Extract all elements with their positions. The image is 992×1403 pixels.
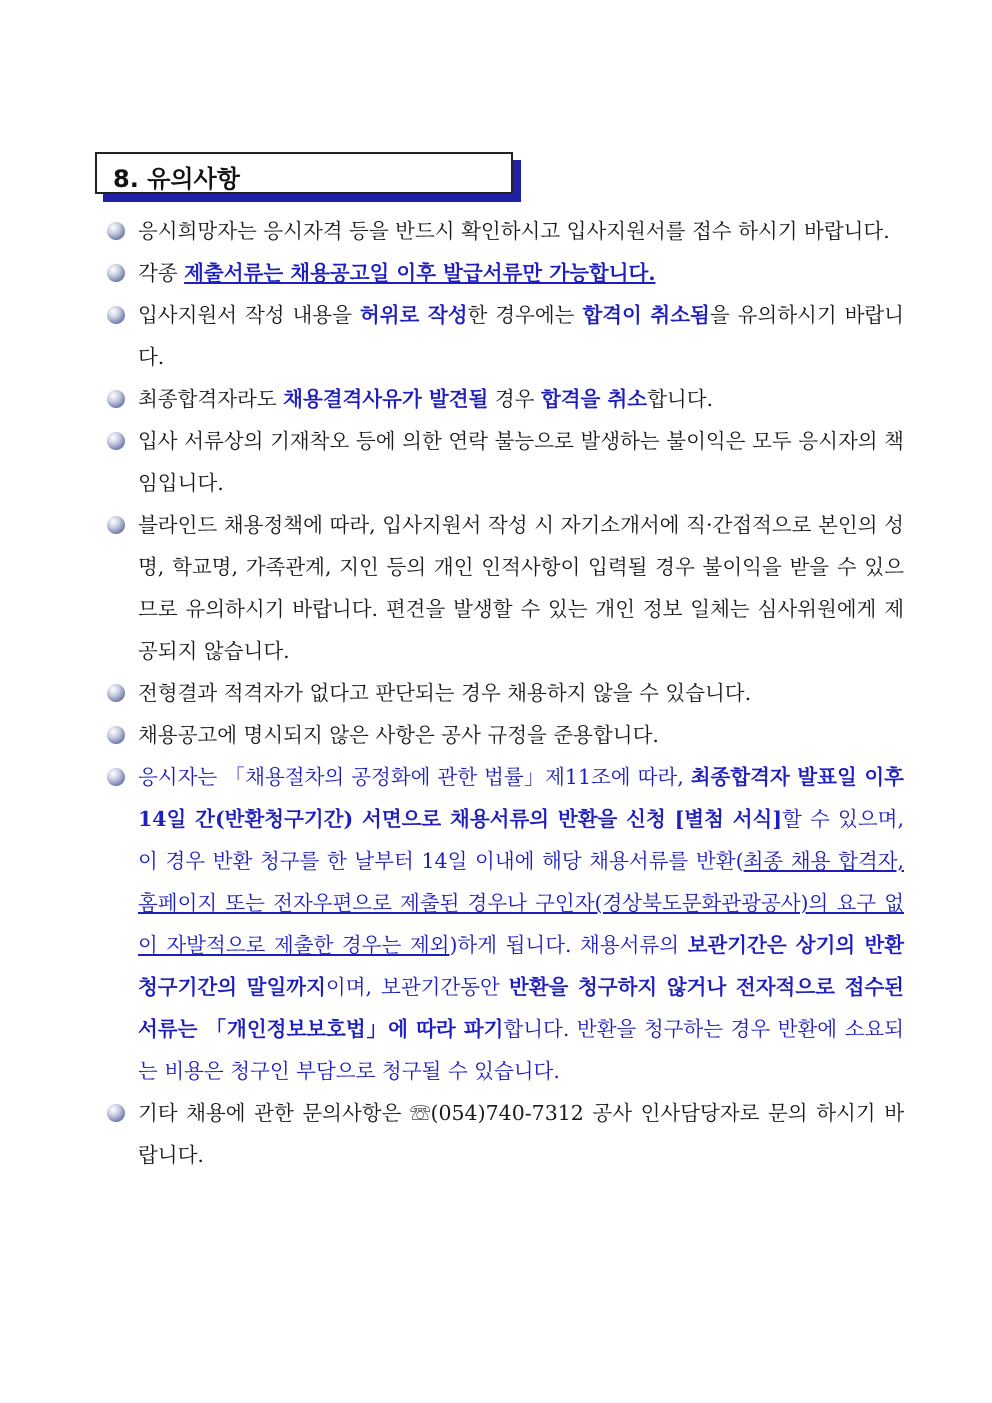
notice-text: 블라인드 채용정책에 따라, 입사지원서 작성 시 자기소개서에 직·간접적으로 본인의 성명, 학교명, 가족관계, 지인 등의 개인 인적사항이 입력될 경우 불이익을 받을 수 있으므로 유의하시기 바랍니다. 편견을 발생할 수 있는 개인 정보 일체는 심사위원에게 제공되지 않습니다. <box>138 513 904 663</box>
section-title-box <box>95 152 513 194</box>
notice-text: )하게 됩니다. 채용서류의 <box>449 933 688 957</box>
notice-text: 응시자는 「채용절차의 공정화에 관한 법률」제11조에 따라, <box>138 765 691 789</box>
notice-item <box>104 420 904 504</box>
bullet-icon <box>107 684 125 702</box>
notice-text: 응시희망자는 응시자격 등을 반드시 확인하시고 입사지원서를 접수 하시기 바랍니다. <box>138 219 890 243</box>
notice-text: 입사 서류상의 기재착오 등에 의한 연락 불능으로 발생하는 불이익은 모두 응시자의 책임입니다. <box>138 429 904 495</box>
notice-item <box>104 756 904 1092</box>
bullet-icon <box>107 306 125 324</box>
notice-text: 한 경우에는 <box>467 303 583 327</box>
notice-item <box>104 378 904 420</box>
notice-item <box>104 672 904 714</box>
bullet-icon <box>107 390 125 408</box>
notice-item <box>104 252 904 294</box>
notice-text: 허위로 작성 <box>359 303 468 327</box>
notice-text: 입사지원서 작성 내용을 <box>138 303 360 327</box>
notice-text: 최종 채용 합격자, 홈페이지 또는 전자우편으로 제출된 경우나 구인자(경상북도문화관광공사)의 요구 없이 자발적으로 제출한 경우는 제외 <box>138 849 904 957</box>
notice-text: 채용공고에 명시되지 않은 사항은 공사 규정을 준용합니다. <box>138 723 659 747</box>
section-title: 8. 유의사항 <box>113 165 240 193</box>
bullet-icon <box>107 222 125 240</box>
notice-text: 채용결격사유가 발견될 <box>283 387 489 411</box>
notice-list <box>104 210 904 1176</box>
notice-text: 각종 <box>138 261 185 285</box>
notice-text: 을 유의하시기 바랍니다. <box>138 303 904 369</box>
notice-text: 합니다. <box>647 387 714 411</box>
bullet-icon <box>107 726 125 744</box>
notice-text: 제출서류는 채용공고일 이후 발급서류만 가능합니다. <box>184 261 656 285</box>
notice-text: 보관기간은 상기의 반환 청구기간의 말일까지 <box>138 933 904 999</box>
notice-text: 경우 <box>488 387 541 411</box>
bullet-icon <box>107 1104 125 1122</box>
notice-text: 할 수 있으며, 이 경우 반환 청구를 한 날부터 14일 이내에 해당 채용서류를 반환( <box>138 807 904 873</box>
notice-item <box>104 1092 904 1176</box>
notice-item <box>104 504 904 672</box>
notice-item <box>104 714 904 756</box>
bullet-icon <box>107 432 125 450</box>
notice-text: 전형결과 적격자가 없다고 판단되는 경우 채용하지 않을 수 있습니다. <box>138 681 752 705</box>
bullet-icon <box>107 768 125 786</box>
notice-text: 최종합격자 발표일 이후 14일 간(반환청구기간) 서면으로 채용서류의 반환을 신청 [별첨 서식] <box>138 765 904 831</box>
bullet-icon <box>107 264 125 282</box>
notice-text: 최종합격자라도 <box>138 387 284 411</box>
notice-text: 기타 채용에 관한 문의사항은 ☏(054)740-7312 공사 인사담당자로 문의 하시기 바랍니다. <box>138 1101 904 1167</box>
notice-text: 합니다. 반환을 청구하는 경우 반환에 소요되는 비용은 청구인 부담으로 청구될 수 있습니다. <box>138 1017 904 1083</box>
notice-text: 이며, 보관기간동안 <box>325 975 509 999</box>
notice-text: 합격을 취소 <box>540 387 648 411</box>
notice-text: 반환을 청구하지 않거나 전자적으로 접수된 서류는 「개인정보보호법」에 따라 파기 <box>138 975 904 1041</box>
notice-text: 합격이 취소됨 <box>582 303 710 327</box>
bullet-icon <box>107 516 125 534</box>
notice-item <box>104 294 904 378</box>
notice-item <box>104 210 904 252</box>
